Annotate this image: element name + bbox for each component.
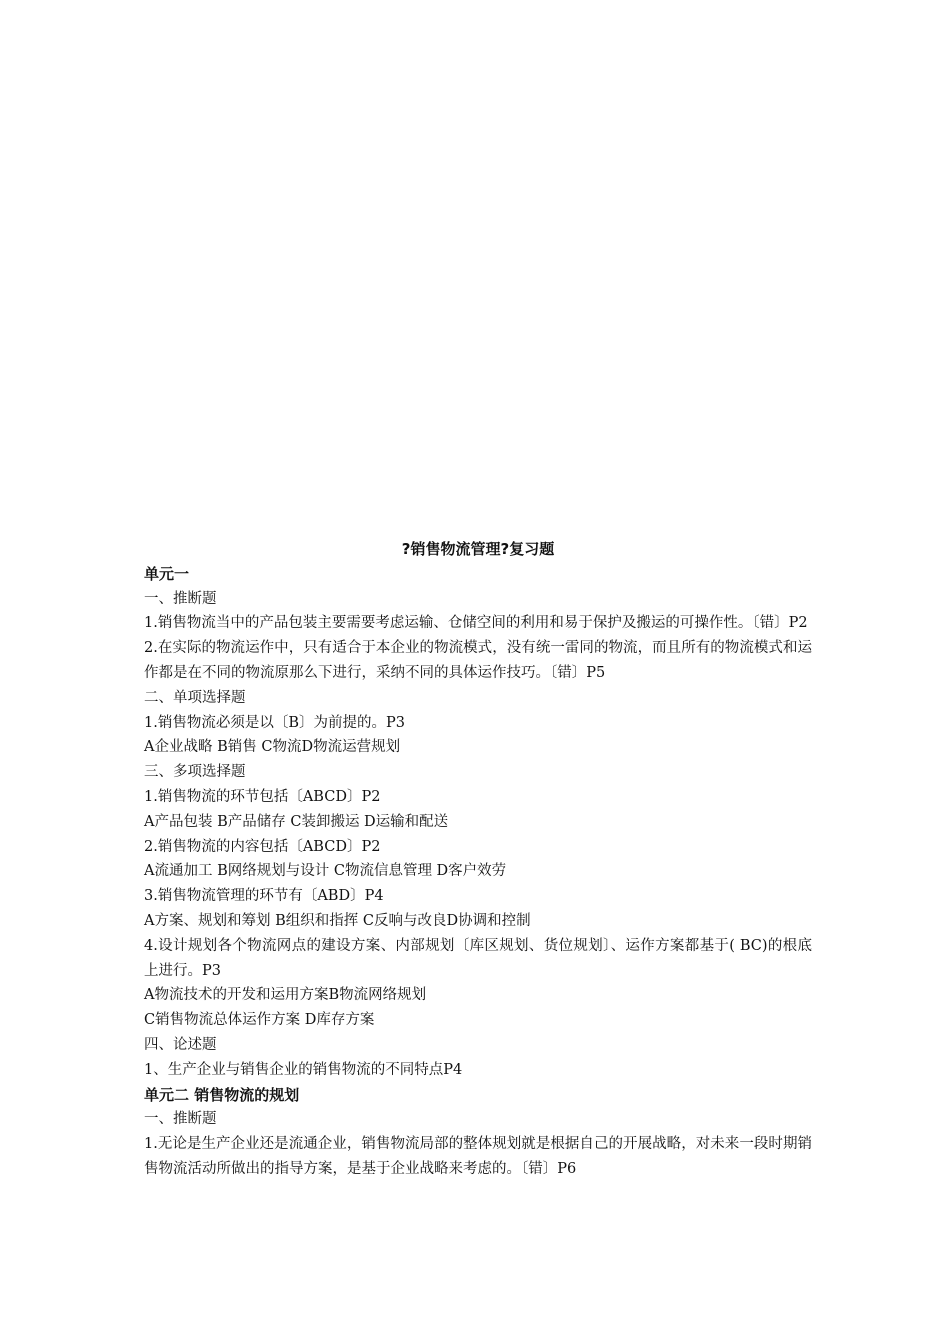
document-title: ?销售物流管理?复习题 [401,540,555,558]
text-line: 二、单项选择题 [144,689,246,706]
text-line: A物流技术的开发和运用方案B物流网络规划 [144,987,427,1004]
text-line: 1.销售物流的环节包括〔ABCD〕P2 [144,788,381,805]
unit-heading: 单元一 [144,564,190,583]
text-line: 2.销售物流的内容包括〔ABCD〕P2 [144,838,381,855]
text-line: A流通加工 B网络规划与设计 C物流信息管理 D客户效劳 [144,863,507,880]
text-line: 1.销售物流必须是以〔B〕为前提的。P3 [144,714,405,731]
question-paragraph: 1.无论是生产企业还是流通企业，销售物流局部的整体规划就是根据自己的开展战略，对未来一段时期销售物流活动所做出的指导方案，是基于企业战略来考虑的。〔错〕P6 [144,1136,812,1177]
text-line: C销售物流总体运作方案 D库存方案 [144,1012,375,1029]
text-line: 一、推断题 [144,1111,217,1128]
text-line: A方案、规划和筹划 B组织和指挥 C反响与改良D协调和控制 [144,912,531,929]
text-line: 1、生产企业与销售企业的销售物流的不同特点P4 [144,1061,463,1078]
question-paragraph: 4.设计规划各个物流网点的建设方案、内部规划〔库区规划、货位规划〕、运作方案都基于( BC)的根底上进行。P3 [144,937,812,979]
text-line: 3.销售物流管理的环节有〔ABD〕P4 [144,888,384,905]
text-line: A企业战略 B销售 C物流D物流运营规划 [144,739,401,756]
text-line: 三、多项选择题 [144,764,246,781]
text-line: 一、推断题 [144,590,217,607]
text-line: 四、论述题 [144,1036,217,1053]
text-line: A产品包装 B产品储存 C装卸搬运 D运输和配送 [144,813,449,830]
question-paragraph: 2.在实际的物流运作中，只有适合于本企业的物流模式，没有统一雷同的物流，而且所有的物流模式和运作都是在不同的物流原那么下进行，采纳不同的具体运作技巧。〔错〕P5 [144,640,812,681]
unit-heading: 单元二 销售物流的规划 [144,1085,300,1104]
document-body [144,537,812,1182]
question-paragraph: 1.销售物流当中的产品包装主要需要考虑运输、仓储空间的利用和易于保护及搬运的可操作性。〔错〕P2 [144,615,808,632]
document-lines [144,562,812,1182]
